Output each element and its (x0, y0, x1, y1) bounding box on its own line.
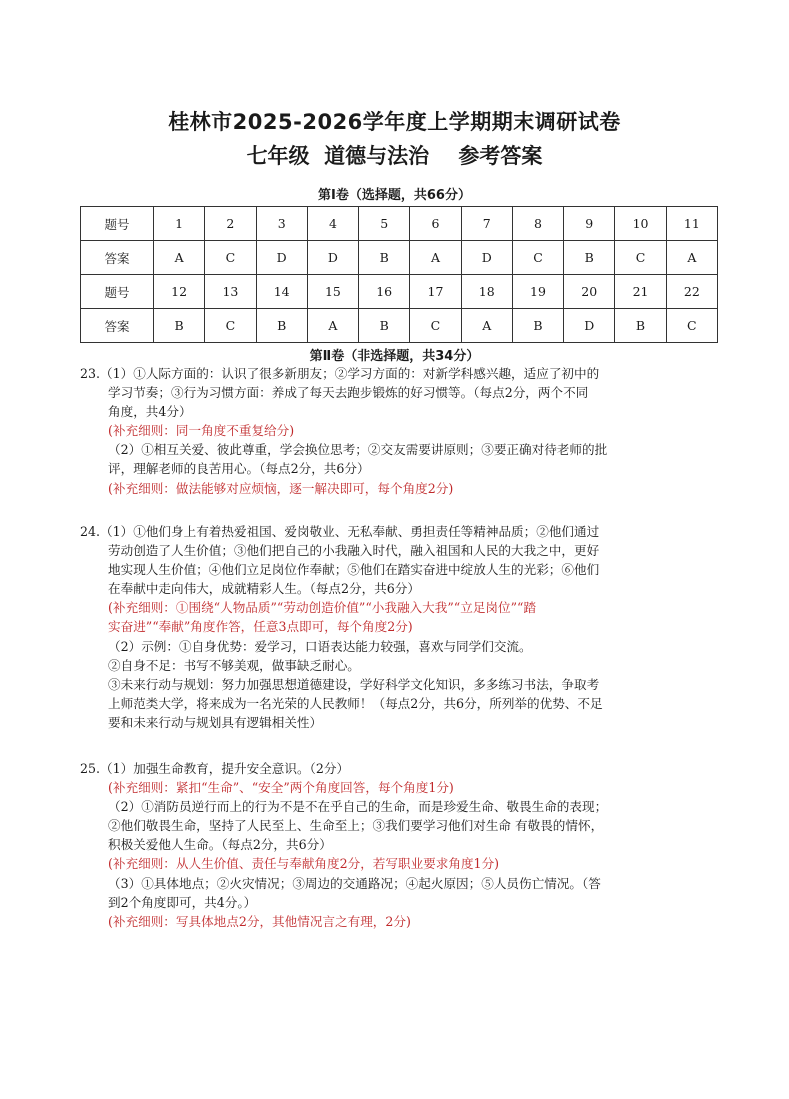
table-row (81, 309, 718, 343)
answer-cell: A (154, 241, 205, 275)
table-row (81, 207, 718, 241)
answer-cell: D (307, 241, 358, 275)
question-24-answer (80, 522, 720, 732)
answer-line: 到2个角度即可，共4分。） (108, 894, 257, 910)
row-label-question: 题号 (81, 275, 154, 309)
question-number: 20 (564, 275, 615, 309)
question-number: 21 (615, 275, 666, 309)
question-number: 17 (410, 275, 461, 309)
row-label-question: 题号 (81, 207, 154, 241)
table-row (81, 241, 718, 275)
question-number: 18 (461, 275, 512, 309)
grading-note: (补充细则：同一角度不重复给分) (108, 423, 295, 439)
answer-line: 23.（1）①人际方面的：认识了很多新朋友；②学习方面的：对新学科感兴趣，适应了初中的 (80, 366, 600, 381)
grading-note: (补充细则：①围绕“人物品质”“劳动创造价值”“小我融入大我”“立足岗位”“踏 (108, 600, 537, 616)
question-number: 11 (666, 207, 717, 241)
answer-cell: D (256, 241, 307, 275)
answer-cell: B (256, 309, 307, 343)
grading-note: 实奋进”“奉献”角度作答，任意3点即可，每个角度2分) (108, 619, 413, 635)
answer-line: 24.（1）①他们身上有着热爱祖国、爱岗敬业、无私奉献、勇担责任等精神品质；②他们通过 (80, 524, 600, 539)
answer-line: 学习节奏；③行为习惯方面：养成了每天去跑步锻炼的好习惯等。（每点2分，两个不同 (108, 385, 589, 401)
answer-cell: B (564, 241, 615, 275)
answer-cell: A (307, 309, 358, 343)
question-number: 13 (205, 275, 256, 309)
answer-line: 在奉献中走向伟大，成就精彩人生。（每点2分，共6分） (108, 581, 420, 597)
answer-cell: B (359, 241, 410, 275)
answer-table (80, 206, 718, 343)
answer-line: （2）①消防员逆行而上的行为不是不在乎自己的生命，而是珍爱生命、敬畏生命的表现； (108, 799, 608, 815)
answer-cell: C (205, 309, 256, 343)
question-number: 16 (359, 275, 410, 309)
answer-line: （2）①相互关爱、彼此尊重，学会换位思考；②交友需要讲原则；③要正确对待老师的批 (108, 442, 608, 458)
document-title: 桂林市2025-2026学年度上学期期末调研试卷 (168, 110, 621, 134)
question-number: 14 (256, 275, 307, 309)
question-number: 6 (410, 207, 461, 241)
question-number: 3 (256, 207, 307, 241)
question-number: 10 (615, 207, 666, 241)
question-number: 9 (564, 207, 615, 241)
answer-line: 积极关爱他人生命。（每点2分，共6分） (108, 837, 332, 853)
answer-cell: B (154, 309, 205, 343)
part2-heading: 第Ⅱ卷（非选择题，共34分） (309, 349, 480, 364)
grading-note: (补充细则：从人生价值、责任与奉献角度2分，若写职业要求角度1分) (108, 856, 500, 872)
question-number: 19 (512, 275, 563, 309)
row-label-answer: 答案 (81, 241, 154, 275)
answer-line: 角度，共4分） (108, 404, 192, 420)
answer-cell: C (205, 241, 256, 275)
question-number: 22 (666, 275, 717, 309)
answer-cell: B (512, 309, 563, 343)
answer-line: 25.（1）加强生命教育，提升安全意识。（2分） (80, 761, 350, 776)
question-number: 15 (307, 275, 358, 309)
question-number: 5 (359, 207, 410, 241)
row-label-answer: 答案 (81, 309, 154, 343)
answer-cell: C (615, 241, 666, 275)
answer-cell: D (564, 309, 615, 343)
answer-line: （3）①具体地点；②火灾情况；③周边的交通路况；④起火原因；⑤人员伤亡情况。（答 (108, 875, 601, 891)
question-number: 4 (307, 207, 358, 241)
answer-cell: C (410, 309, 461, 343)
answer-cell: A (410, 241, 461, 275)
answer-line: （2）示例：①自身优势：爱学习，口语表达能力较强，喜欢与同学们交流。 (108, 638, 532, 654)
answer-cell: D (461, 241, 512, 275)
answer-cell: C (512, 241, 563, 275)
answer-line: ③未来行动与规划：努力加强思想道德建设，学好科学文化知识，多多练习书法，争取考 (108, 676, 600, 692)
answer-line: ②自身不足：书写不够美观，做事缺乏耐心。 (108, 657, 360, 673)
document-subtitle: 七年级 道德与法治 参考答案 (246, 144, 543, 168)
answer-line: 劳动创造了人生价值；③他们把自己的小我融入时代，融入祖国和人民的大我之中，更好 (108, 543, 600, 559)
grading-note: (补充细则：做法能够对应烦恼，逐一解决即可，每个角度2分) (108, 480, 454, 496)
answer-cell: C (666, 309, 717, 343)
answer-line: 评，理解老师的良苦用心。（每点2分，共6分） (108, 461, 370, 477)
answer-cell: A (461, 309, 512, 343)
question-number: 8 (512, 207, 563, 241)
answer-line: 地实现人生价值；④他们立足岗位作奉献；⑤他们在踏实奋进中绽放人生的光彩；⑥他们 (108, 562, 600, 578)
question-number: 1 (154, 207, 205, 241)
answer-line: 上师范类大学，将来成为一名光荣的人民教师！（每点2分，共6分，所列举的优势、不足 (108, 695, 603, 711)
question-25-answer (80, 759, 720, 931)
answer-line: ②他们敬畏生命，坚持了人民至上、生命至上；③我们要学习他们对生命 有敬畏的情怀， (108, 818, 604, 834)
question-number: 2 (205, 207, 256, 241)
table-row (81, 275, 718, 309)
question-number: 7 (461, 207, 512, 241)
grading-note: (补充细则：写具体地点2分，其他情况言之有理，2分) (108, 913, 411, 929)
answer-line: 要和未来行动与规划具有逻辑相关性） (108, 714, 323, 730)
grading-note: (补充细则：紧扣“生命”、“安全”两个角度回答，每个角度1分) (108, 780, 454, 796)
part1-heading: 第Ⅰ卷（选择题，共66分） (318, 188, 471, 203)
answer-cell: B (615, 309, 666, 343)
question-23-answer (80, 364, 720, 498)
answer-cell: B (359, 309, 410, 343)
answer-cell: A (666, 241, 717, 275)
question-number: 12 (154, 275, 205, 309)
